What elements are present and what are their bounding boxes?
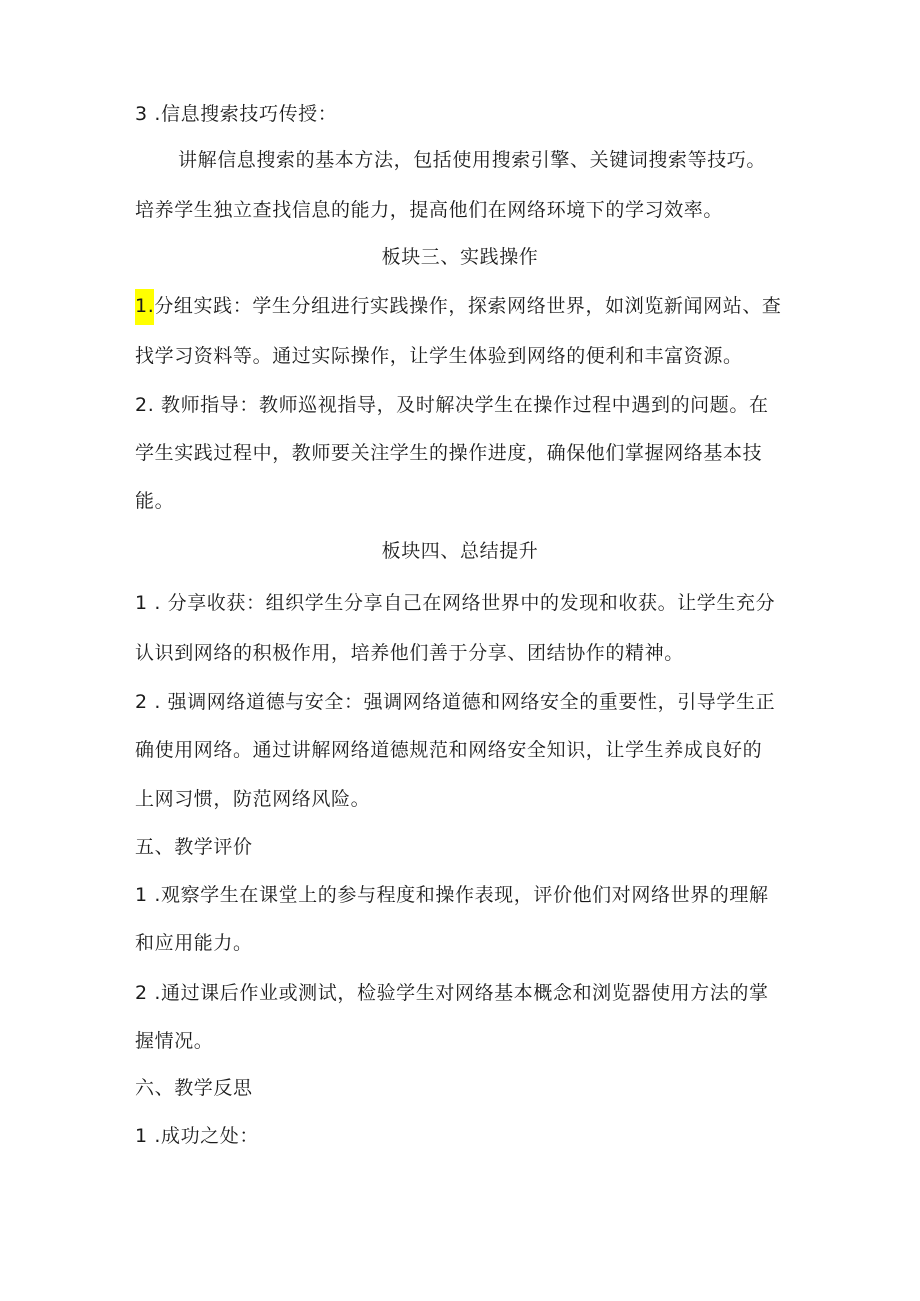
section5-title: 五、教学评价 xyxy=(135,836,253,858)
block4-item2-line: 上网习惯，防范网络风险。 xyxy=(135,788,371,810)
highlighted-number: 1. xyxy=(135,289,154,325)
block3-item2-line: 2. 教师指导：教师巡视指导，及时解决学生在操作过程中遇到的问题。在 xyxy=(135,394,769,416)
block3-title: 板块三、实践操作 xyxy=(381,246,539,268)
section3-paragraph-line: 讲解信息搜索的基本方法，包括使用搜索引擎、关键词搜索等技巧。 xyxy=(178,149,767,171)
block4-item1-line: 认识到网络的积极作用，培养他们善于分享、团结协作的精神。 xyxy=(135,642,684,664)
section6-title: 六、教学反思 xyxy=(135,1077,253,1099)
block4-item1-line: 1 . 分享收获：组织学生分享自己在网络世界中的发现和收获。让学生充分 xyxy=(135,592,776,614)
section6-item1: 1 .成功之处： xyxy=(135,1125,259,1147)
block3-item1-line: 找学习资料等。通过实际操作，让学生体验到网络的便利和丰富资源。 xyxy=(135,345,743,367)
block4-title: 板块四、总结提升 xyxy=(381,540,539,562)
section5-item1-line: 和应用能力。 xyxy=(135,932,253,954)
block4-item2-line: 2 . 强调网络道德与安全：强调网络道德和网络安全的重要性，引导学生正 xyxy=(135,691,776,713)
section3-heading: 3 .信息搜索技巧传授： xyxy=(135,103,338,125)
block3-item1-text: 分组实践：学生分组进行实践操作，探索网络世界，如浏览新闻网站、查 xyxy=(154,295,782,317)
section5-item2-line: 握情况。 xyxy=(135,1030,214,1052)
section3-paragraph-line: 培养学生独立查找信息的能力，提高他们在网络环境下的学习效率。 xyxy=(135,199,724,221)
block3-item1-line xyxy=(135,293,795,319)
block3-item2-line: 能。 xyxy=(135,490,175,512)
block4-item2-line: 确使用网络。通过讲解网络道德规范和网络安全知识，让学生养成良好的 xyxy=(135,739,763,761)
block3-item2-line: 学生实践过程中，教师要关注学生的操作进度，确保他们掌握网络基本技 xyxy=(135,442,763,464)
section5-item2-line: 2 .通过课后作业或测试，检验学生对网络基本概念和浏览器使用方法的掌 xyxy=(135,982,769,1004)
section5-item1-line: 1 .观察学生在课堂上的参与程度和操作表现，评价他们对网络世界的理解 xyxy=(135,884,769,906)
